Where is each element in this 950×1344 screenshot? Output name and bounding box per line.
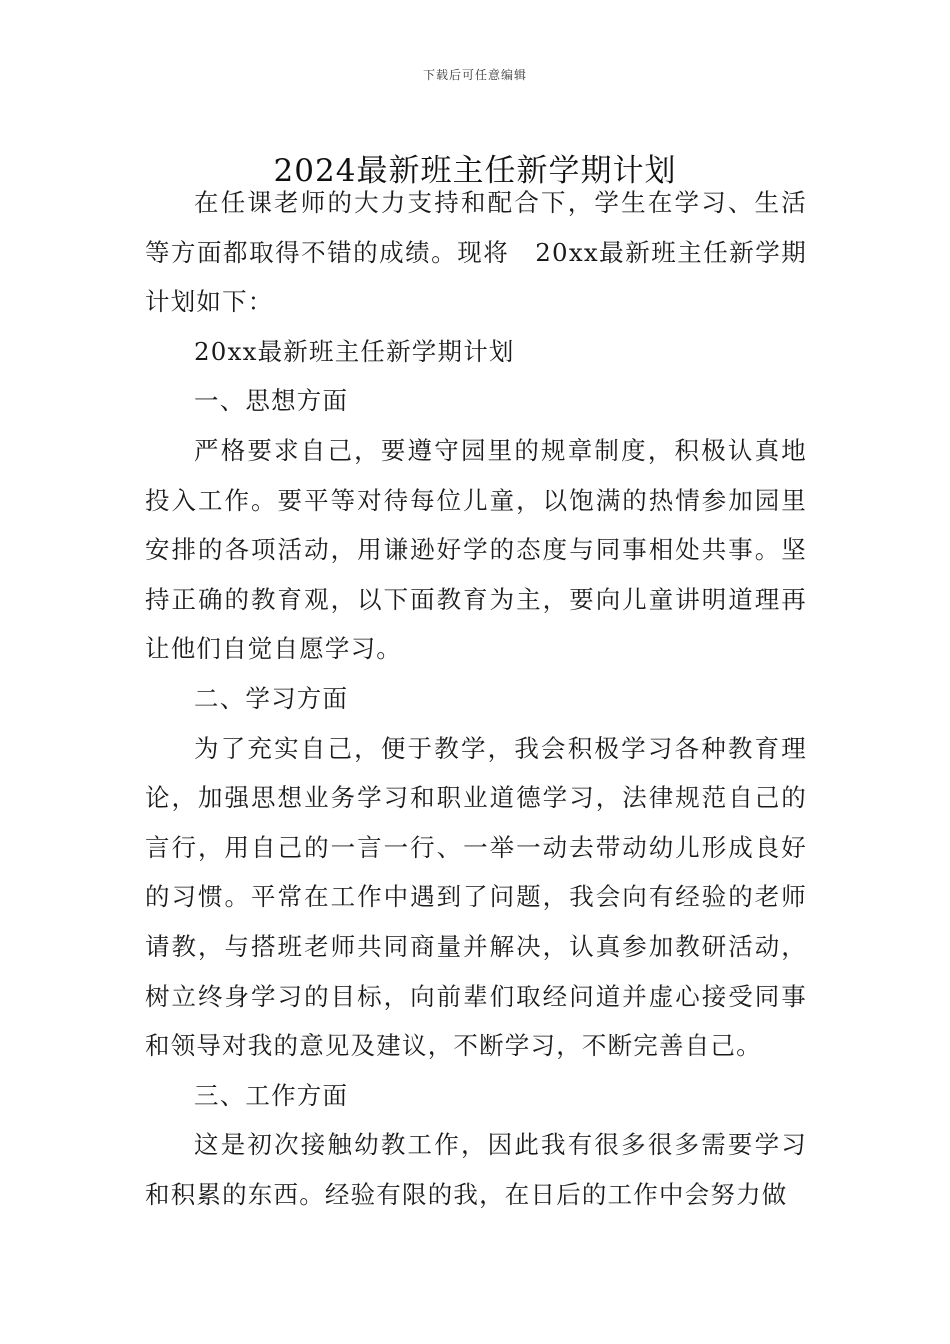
section-paragraph-study: 为了充实自己，便于教学，我会积极学习各种教育理论，加强思想业务学习和职业道德学习，法律规范自己的言行，用自己的一言一行、一举一动去带动幼儿形成良好的习惯。平常在工作中遇到了问题，我会向有经验的老师请教，与搭班老师共同商量并解决，认真参加教研活动，树立终身学习的目标，向前辈们取经问道并虚心接受同事和领导对我的意见及建议，不断学习，不断完善自己。 xyxy=(145,733,807,1061)
subtitle-line: 20xx最新班主任新学期计划 xyxy=(194,336,515,366)
section-heading-work: 三、工作方面 xyxy=(194,1080,349,1110)
section-heading-thought: 一、思想方面 xyxy=(194,386,349,416)
intro-paragraph: 在任课老师的大力支持和配合下，学生在学习、生活等方面都取得不错的成绩。现将 20xx最新班主任新学期计划如下： xyxy=(145,188,807,317)
document-body xyxy=(145,178,807,1219)
document-title: 2024最新班主任新学期计划 xyxy=(273,152,677,189)
section-heading-study: 二、学习方面 xyxy=(194,683,349,713)
section-paragraph-work: 这是初次接触幼教工作，因此我有很多很多需要学习和积累的东西。经验有限的我，在日后的工作中会努力做 xyxy=(145,1130,807,1209)
section-paragraph-thought: 严格要求自己，要遵守园里的规章制度，积极认真地投入工作。要平等对待每位儿童，以饱满的热情参加园里安排的各项活动，用谦逊好学的态度与同事相处共事。坚持正确的教育观，以下面教育为主，要向儿童讲明道理再让他们自觉自愿学习。 xyxy=(145,435,807,664)
header-note: 下载后可任意编辑 xyxy=(422,68,527,82)
